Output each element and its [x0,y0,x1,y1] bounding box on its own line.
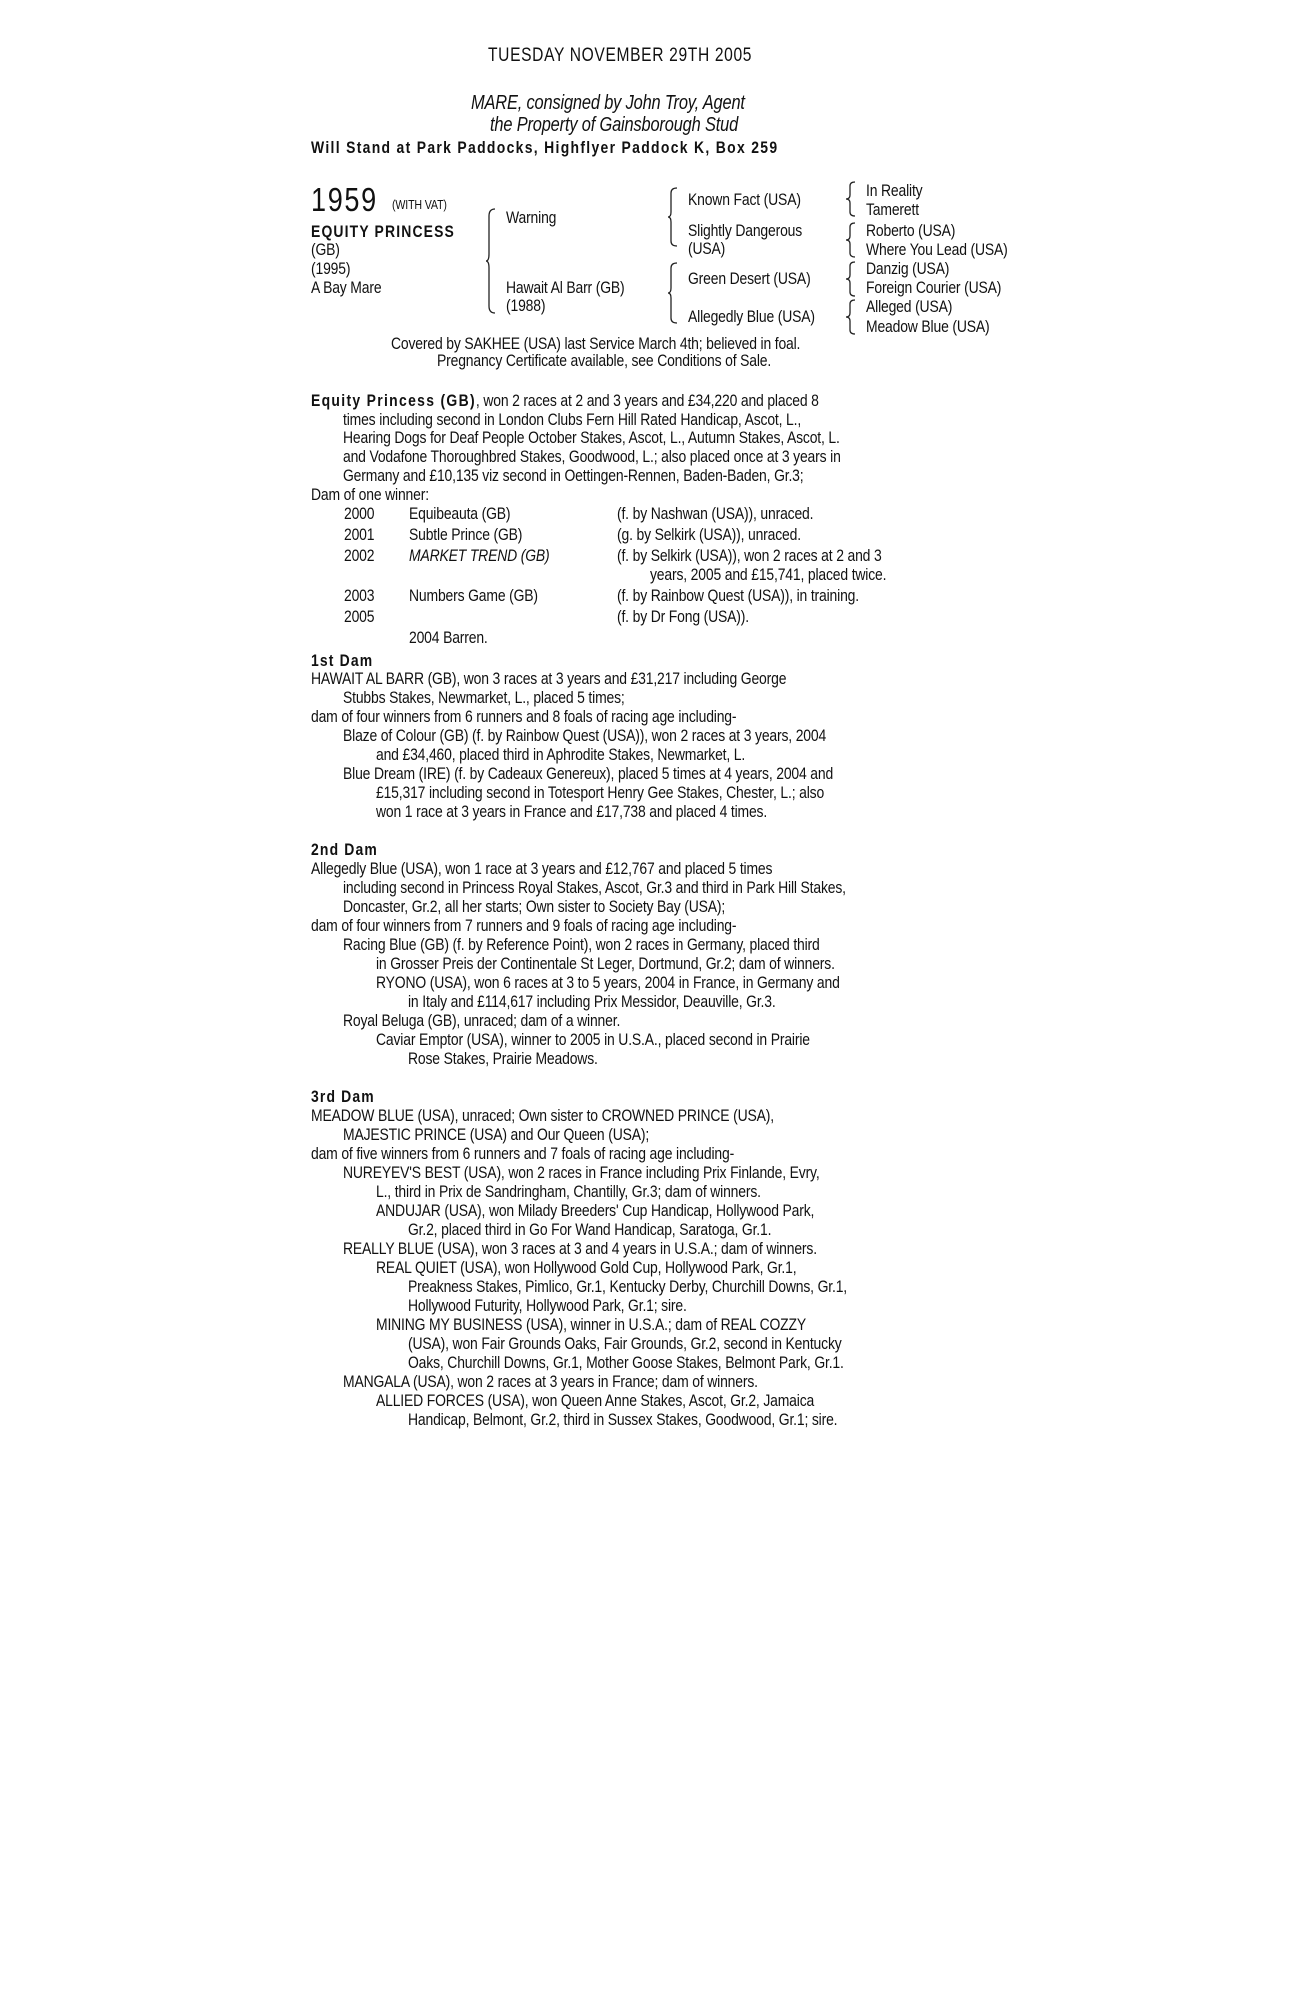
produce-name: Equibeauta (GB) [409,504,511,523]
produce-year: 2003 [344,586,375,605]
dam2-line: including second in Princess Royal Stakes, Ascot, Gr.3 and third in Park Hill Stakes, [343,878,846,897]
dam3-line: Oaks, Churchill Downs, Gr.1, Mother Goose Stakes, Belmont Park, Gr.1. [408,1353,844,1372]
pedigree-sss: In Reality [866,181,923,200]
produce-year: 2000 [344,504,375,523]
produce-name: Subtle Prince (GB) [409,525,523,544]
pedigree-brace-5 [846,222,856,258]
dam3-line: ALLIED FORCES (USA), won Queen Anne Stakes, Ascot, Gr.2, Jamaica [376,1391,815,1410]
dam3-line: (USA), won Fair Grounds Oaks, Fair Grounds, Gr.2, second in Kentucky [408,1334,842,1353]
consignor-line: MARE, consigned by John Troy, Agent [471,92,745,114]
dam2-line: in Grosser Preis der Continentale St Leger, Dortmund, Gr.2; dam of winners. [376,954,835,973]
pedigree-brace-3 [668,262,678,324]
dam1-line: Blaze of Colour (GB) (f. by Rainbow Quest (USA)), won 2 races at 3 years, 2004 [343,726,827,745]
pedigree-sd-country: (USA) [688,239,726,258]
pedigree-sds: Roberto (USA) [866,221,956,240]
vat-note: (WITH VAT) [392,197,447,212]
pedigree-dds: Alleged (USA) [866,297,953,316]
dam3-line: REAL QUIET (USA), won Hollywood Gold Cup, Hollywood Park, Gr.1, [376,1258,797,1277]
pedigree-brace-4 [846,181,856,217]
produce-info: (f. by Selkirk (USA)), won 2 races at 2 and 3 [617,546,882,565]
produce-line: times including second in London Clubs Fern Hill Rated Handicap, Ascot, L., [343,410,802,429]
produce-horse-name: Equity Princess (GB) [311,391,476,410]
dam2-line: in Italy and £114,617 including Prix Messidor, Deauville, Gr.3. [408,992,776,1011]
produce-info: (g. by Selkirk (USA)), unraced. [617,525,801,544]
dam1-line: HAWAIT AL BARR (GB), won 3 races at 3 years and £31,217 including George [311,669,787,688]
produce-year: 2002 [344,546,375,565]
pedigree-brace-1 [486,208,496,314]
pedigree-brace-2 [668,187,678,247]
dam3-line: Handicap, Belmont, Gr.2, third in Sussex Stakes, Goodwood, Gr.1; sire. [408,1410,838,1429]
produce-name: Numbers Game (GB) [409,586,538,605]
dam2-line: Caviar Emptor (USA), winner to 2005 in U.S.A., placed second in Prairie [376,1030,810,1049]
pedigree-dam-year: (1988) [506,296,546,315]
pedigree-ss: Known Fact (USA) [688,190,801,209]
produce-line: Germany and £10,135 viz second in Oettingen-Rennen, Baden-Baden, Gr.3; [343,466,804,485]
dam2-line: Racing Blue (GB) (f. by Reference Point), won 2 races in Germany, placed third [343,935,820,954]
dam3-line: ANDUJAR (USA), won Milady Breeders' Cup Handicap, Hollywood Park, [376,1201,815,1220]
produce-info-cont: years, 2005 and £15,741, placed twice. [650,565,887,584]
dam1-line: won 1 race at 3 years in France and £17,738 and placed 4 times. [376,802,768,821]
lot-number: 1959 [311,181,378,218]
dam1-line: and £34,460, placed third in Aphrodite Stakes, Newmarket, L. [376,745,746,764]
produce-line: Hearing Dogs for Deaf People October Stakes, Ascot, L., Autumn Stakes, Ascot, L. [343,428,840,447]
covered-line: Covered by SAKHEE (USA) last Service March 4th; believed in foal. [391,334,801,353]
dam2-line: Doncaster, Gr.2, all her starts; Own sister to Society Bay (USA); [343,897,726,916]
pedigree-dss: Danzig (USA) [866,259,950,278]
dam3-line: MEADOW BLUE (USA), unraced; Own sister to CROWNED PRINCE (USA), [311,1106,774,1125]
dam3-line: MAJESTIC PRINCE (USA) and Our Queen (USA); [343,1125,650,1144]
dam1-line: Stubbs Stakes, Newmarket, L., placed 5 times; [343,688,625,707]
dam1-line: dam of four winners from 6 runners and 8 foals of racing age including- [311,707,737,726]
dam2-line: Royal Beluga (GB), unraced; dam of a winner. [343,1011,621,1030]
dam3-line: REALLY BLUE (USA), won 3 races at 3 and 4 years in U.S.A.; dam of winners. [343,1239,817,1258]
produce-intro: Equity Princess (GB), won 2 races at 2 and 3 years and £34,220 and placed 8 [311,391,819,410]
horse-year: (1995) [311,259,351,278]
dam3-line: Hollywood Futurity, Hollywood Park, Gr.1; sire. [408,1296,687,1315]
dam3-line: Gr.2, placed third in Go For Wand Handicap, Saratoga, Gr.1. [408,1220,772,1239]
dam3-line: MANGALA (USA), won 2 races at 3 years in France; dam of winners. [343,1372,758,1391]
produce-info: (f. by Dr Fong (USA)). [617,607,749,626]
dam2-line: Allegedly Blue (USA), won 1 race at 3 years and £12,767 and placed 5 times [311,859,773,878]
pedigree-ddd: Meadow Blue (USA) [866,317,990,336]
horse-description: A Bay Mare [311,278,382,297]
dam-of-line: Dam of one winner: [311,485,429,504]
produce-info: (f. by Rainbow Quest (USA)), in training. [617,586,859,605]
stand-line: Will Stand at Park Paddocks, Highflyer Paddock K, Box 259 [311,138,779,157]
pedigree-dsd: Foreign Courier (USA) [866,278,1002,297]
produce-info: (f. by Nashwan (USA)), unraced. [617,504,814,523]
property-line: the Property of Gainsborough Stud [490,114,739,136]
dam2-line: RYONO (USA), won 6 races at 3 to 5 years, 2004 in France, in Germany and [376,973,840,992]
pedigree-sdd: Where You Lead (USA) [866,240,1008,259]
produce-line: and Vodafone Thoroughbred Stakes, Goodwood, L.; also placed once at 3 years in [343,447,841,466]
dam3-heading: 3rd Dam [311,1087,375,1106]
sale-date: TUESDAY NOVEMBER 29TH 2005 [488,45,753,66]
dam3-line: L., third in Prix de Sandringham, Chantilly, Gr.3; dam of winners. [376,1182,761,1201]
pedigree-sd: Slightly Dangerous [688,221,803,240]
produce-name: MARKET TREND (GB) [409,546,550,565]
pedigree-sire: Warning [506,208,557,227]
pedigree-dd: Allegedly Blue (USA) [688,307,815,326]
dam2-line: Rose Stakes, Prairie Meadows. [408,1049,598,1068]
dam3-line: dam of five winners from 6 runners and 7 foals of racing age including- [311,1144,735,1163]
pedigree-ssd: Tamerett [866,200,919,219]
produce-year: 2005 [344,607,375,626]
pedigree-brace-7 [846,299,856,335]
dam1-line: Blue Dream (IRE) (f. by Cadeaux Genereux), placed 5 times at 4 years, 2004 and [343,764,834,783]
dam3-line: MINING MY BUSINESS (USA), winner in U.S.A.; dam of REAL COZZY [376,1315,806,1334]
dam3-line: Preakness Stakes, Pimlico, Gr.1, Kentucky Derby, Churchill Downs, Gr.1, [408,1277,847,1296]
horse-country: (GB) [311,240,340,259]
dam3-line: NUREYEV'S BEST (USA), won 2 races in France including Prix Finlande, Evry, [343,1163,820,1182]
pregnancy-line: Pregnancy Certificate available, see Conditions of Sale. [437,351,772,370]
horse-name: EQUITY PRINCESS [311,222,456,241]
dam2-heading: 2nd Dam [311,840,378,859]
dam1-heading: 1st Dam [311,651,374,670]
pedigree-ds: Green Desert (USA) [688,269,811,288]
pedigree-brace-6 [846,261,856,297]
produce-year: 2001 [344,525,375,544]
pedigree-dam: Hawait Al Barr (GB) [506,278,625,297]
dam1-line: £15,317 including second in Totesport Henry Gee Stakes, Chester, L.; also [376,783,825,802]
dam2-line: dam of four winners from 7 runners and 9 foals of racing age including- [311,916,737,935]
barren-year: 2004 Barren. [409,628,488,647]
